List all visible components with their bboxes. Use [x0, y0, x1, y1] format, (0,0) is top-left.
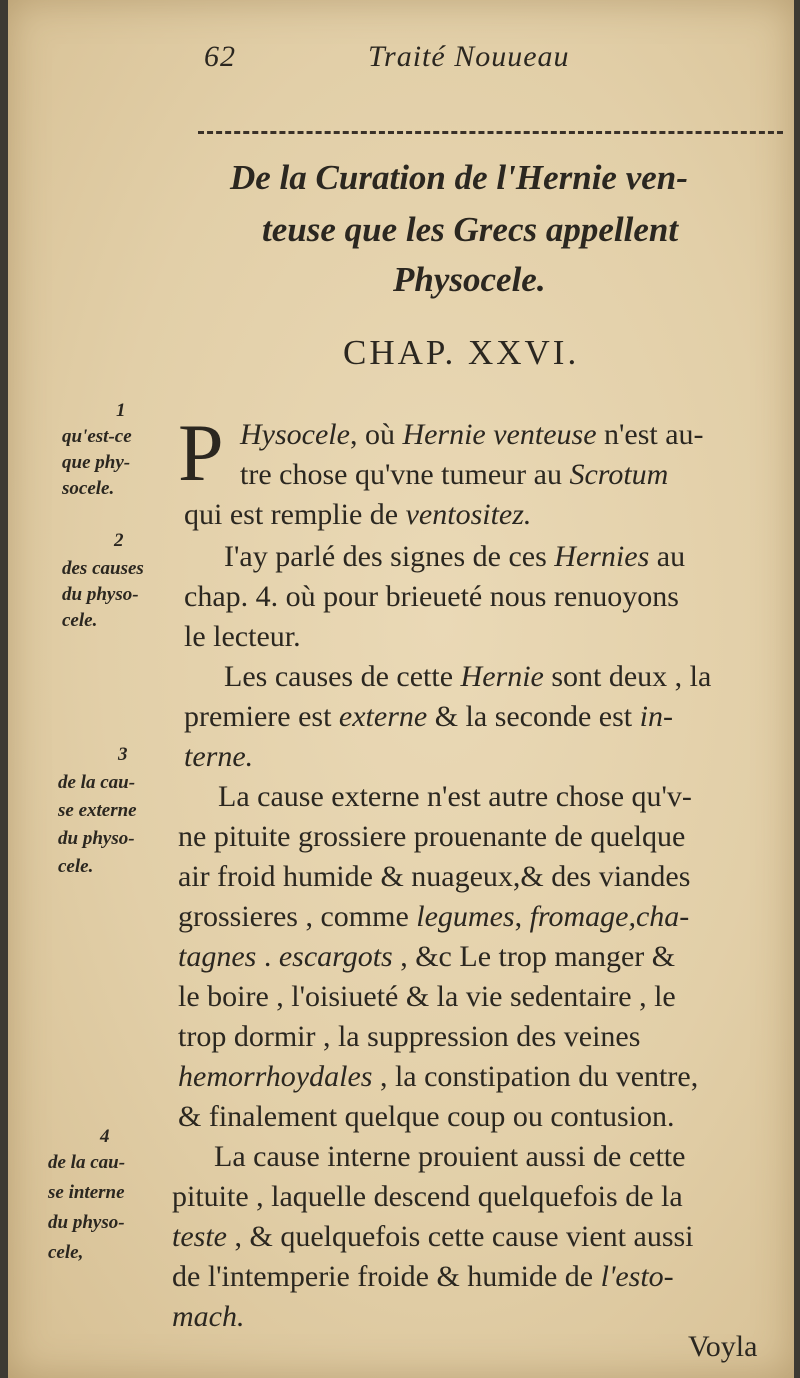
margin-note-1-number: 1: [116, 400, 126, 421]
term-hernie-venteuse: Hernie venteuse: [402, 418, 597, 451]
term-interne: in-: [639, 700, 673, 733]
term-chatagnes: tagnes: [178, 940, 257, 973]
body-line: pituite , laquelle descend quelquefois de la: [172, 1180, 683, 1213]
margin-note-3-line: du physo-: [58, 828, 135, 849]
margin-note-3-line: cele.: [58, 856, 94, 877]
body-line: La cause interne prouient aussi de cette: [214, 1140, 686, 1173]
term-teste: teste: [172, 1220, 227, 1253]
body-line: tre chose qu'vne tumeur au Scrotum: [240, 458, 669, 491]
running-title: Traité Nouueau: [368, 40, 570, 73]
body-line: Hysocele, où Hernie venteuse n'est au-: [240, 418, 704, 451]
margin-note-4-number: 4: [100, 1126, 110, 1147]
margin-note-3-number: 3: [118, 744, 128, 765]
margin-note-4-line: de la cau-: [48, 1152, 126, 1173]
book-page: [8, 0, 794, 1378]
body-line: grossieres , comme legumes, fromage,cha-: [178, 900, 690, 933]
body-line: terne.: [184, 740, 254, 773]
term-escargots: escargots: [278, 940, 393, 973]
title-line-2: teuse que les Grecs appellent: [262, 210, 679, 249]
term-hemorrhoydales: hemorrhoydales: [178, 1060, 373, 1093]
margin-note-2-line: du physo-: [62, 584, 139, 605]
body-line: teste , & quelquefois cette cause vient aussi: [172, 1220, 694, 1253]
term-physocele: Hysocele: [240, 418, 350, 451]
header-rule: [198, 131, 783, 134]
margin-note-1-line: qu'est-ce: [62, 426, 132, 447]
term-estomach: l'esto-: [600, 1260, 674, 1293]
body-line: de l'intemperie froide & humide de l'esto-: [172, 1260, 674, 1293]
body-line: mach.: [172, 1300, 245, 1333]
margin-note-1-line: socele.: [62, 478, 115, 499]
body-line: air froid humide & nuageux,& des viandes: [178, 860, 691, 893]
page-number: 62: [204, 40, 236, 73]
body-line: chap. 4. où pour brieueté nous renuoyons: [184, 580, 679, 613]
margin-note-1-line: que phy-: [62, 452, 131, 473]
margin-note-4-line: cele,: [48, 1242, 84, 1263]
body-line: tagnes . escargots , &c Le trop manger &: [178, 940, 676, 973]
term-scrotum: Scrotum: [569, 458, 669, 491]
title-line-3: Physocele.: [393, 260, 546, 299]
body-line: Les causes de cette Hernie sont deux , la: [224, 660, 712, 693]
body-line: hemorrhoydales , la constipation du ventre,: [178, 1060, 699, 1093]
body-line: La cause externe n'est autre chose qu'v-: [218, 780, 692, 813]
body-line: premiere est externe & la seconde est in-: [184, 700, 673, 733]
term-ventositez: ventositez.: [405, 498, 532, 531]
margin-note-4-line: se interne: [48, 1182, 125, 1203]
term-hernies: Hernies: [554, 540, 650, 573]
term-legumes: legumes: [416, 900, 515, 933]
margin-note-4-line: du physo-: [48, 1212, 125, 1233]
title-line-1: De la Curation de l'Hernie ven-: [230, 158, 688, 197]
term-hernie: Hernie: [460, 660, 544, 693]
body-line: I'ay parlé des signes de ces Hernies au: [224, 540, 686, 573]
body-line: trop dormir , la suppression des veines: [178, 1020, 641, 1053]
catchword: Voyla: [688, 1330, 758, 1363]
term-fromage: fromage,cha-: [529, 900, 690, 933]
margin-note-2-line: cele.: [62, 610, 98, 631]
drop-cap: P: [178, 407, 224, 498]
body-line: qui est remplie de ventositez.: [184, 498, 532, 531]
margin-note-2-line: des causes: [62, 558, 144, 579]
margin-note-3-line: se externe: [58, 800, 137, 821]
chapter-heading: CHAP. XXVI.: [343, 333, 580, 372]
body-line: le lecteur.: [184, 620, 301, 653]
body-line: & finalement quelque coup ou contusion.: [178, 1100, 675, 1133]
body-line: le boire , l'oisiueté & la vie sedentaire , le: [178, 980, 676, 1013]
term-externe: externe: [338, 700, 428, 733]
margin-note-2-number: 2: [114, 530, 124, 551]
body-line: ne pituite grossiere prouenante de quelque: [178, 820, 686, 853]
margin-note-3-line: de la cau-: [58, 772, 136, 793]
